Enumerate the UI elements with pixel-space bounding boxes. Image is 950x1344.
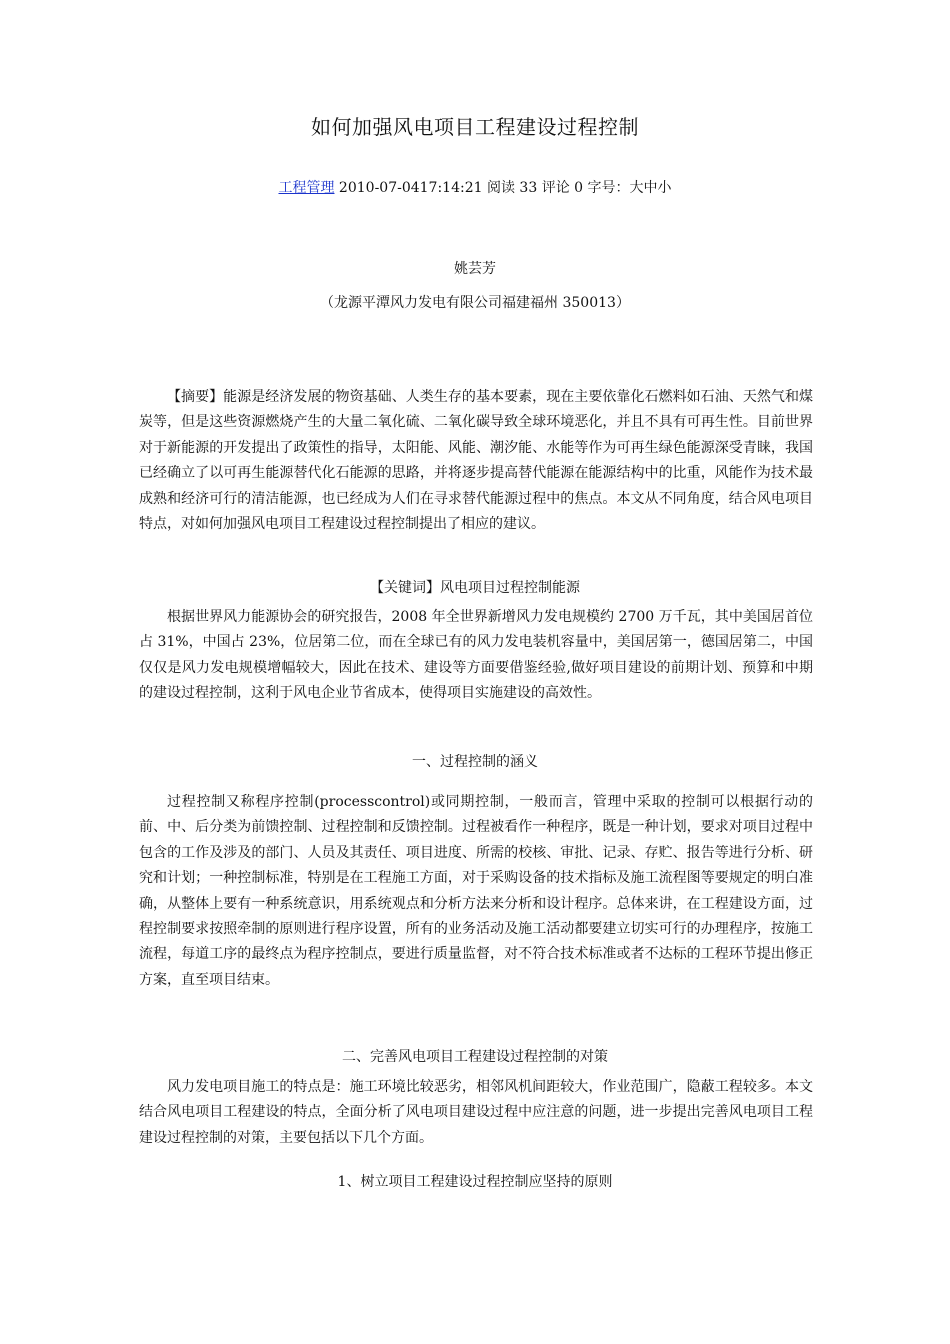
section-2-paragraph: 风力发电项目施工的特点是：施工环境比较恶劣，相邻风机间距较大，作业范围广，隐蔽工程较多。本文结合风电项目工程建设的特点，全面分析了风电项目建设过程中应注意的问题，进一步提出完善风电项目工程建设过程控制的对策，主要包括以下几个方面。 bbox=[139, 1079, 813, 1146]
abstract-paragraph: 【摘要】能源是经济发展的物资基础、人类生存的基本要素，现在主要依靠化石燃料如石油、天然气和煤炭等，但是这些资源燃烧产生的大量二氧化硫、二氧化碳导致全球环境恶化，并且不具有可再生性。目前世界对于新能源的开发提出了政策性的指导，太阳能、风能、潮汐能、水能等作为可再生绿色能源深受青睐，我国已经确立了以可再生能源替代化石能源的思路，并将逐步提高替代能源在能源结构中的比重，风能作为技术最成熟和经济可行的清洁能源，也已经成为人们在寻求替代能源过程中的焦点。本文从不同角度，结合风电项目特点，对如何加强风电项目工程建设过程控制提出了相应的建议。 bbox=[139, 389, 813, 533]
author-name: 姚芸芳 bbox=[454, 261, 496, 277]
intro-paragraph: 根据世界风力能源协会的研究报告，2008 年全世界新增风力发电规模约 2700 万千瓦，其中美国居首位占 31%，中国占 23%，位居第二位，而在全球已有的风力发电装机容量中，美国居第一，德国居第二，中国仅仅是风力发电规模增幅较大，因此在技术、建设等方面要借鉴经验,做好项目建设的前期计划、预算和中期的建设过程控制，这利于风电企业节省成本，使得项目实施建设的高效性。 bbox=[139, 609, 813, 702]
keywords-line: 【关键词】风电项目过程控制能源 bbox=[370, 580, 580, 596]
author-affiliation: （龙源平潭风力发电有限公司福建福州 350013） bbox=[320, 295, 630, 311]
category-link[interactable]: 工程管理 bbox=[278, 180, 335, 196]
section-1-heading: 一、过程控制的涵义 bbox=[412, 754, 538, 770]
article-title: 如何加强风电项目工程建设过程控制 bbox=[311, 115, 639, 139]
meta-info: 2010-07-0417:14:21 阅读 33 评论 0 字号：大中小 bbox=[334, 180, 672, 196]
article-meta bbox=[0, 177, 950, 197]
section-1-paragraph: 过程控制又称程序控制(processcontrol)或同期控制，一般而言，管理中采取的控制可以根据行动的前、中、后分类为前馈控制、过程控制和反馈控制。过程被看作一种程序，既是一种计划，要求对项目过程中包含的工作及涉及的部门、人员及其责任、项目进度、所需的校核、审批、记录、存贮、报告等进行分析、研究和计划；一种控制标准，特别是在工程施工方面，对于采购设备的技术指标及施工流程图等要规定的明白准确，从整体上要有一种系统意识，用系统观点和分析方法来分析和设计程序。总体来讲，在工程建设方面，过程控制要求按照牵制的原则进行程序设置，所有的业务活动及施工活动都要建立切实可行的办理程序，按施工流程，每道工序的最终点为程序控制点，要进行质量监督，对不符合技术标准或者不达标的工程环节提出修正方案，直至项目结束。 bbox=[139, 794, 813, 988]
subsection-1-heading: 1、树立项目工程建设过程控制应坚持的原则 bbox=[337, 1174, 613, 1190]
section-2-heading: 二、完善风电项目工程建设过程控制的对策 bbox=[342, 1049, 608, 1065]
